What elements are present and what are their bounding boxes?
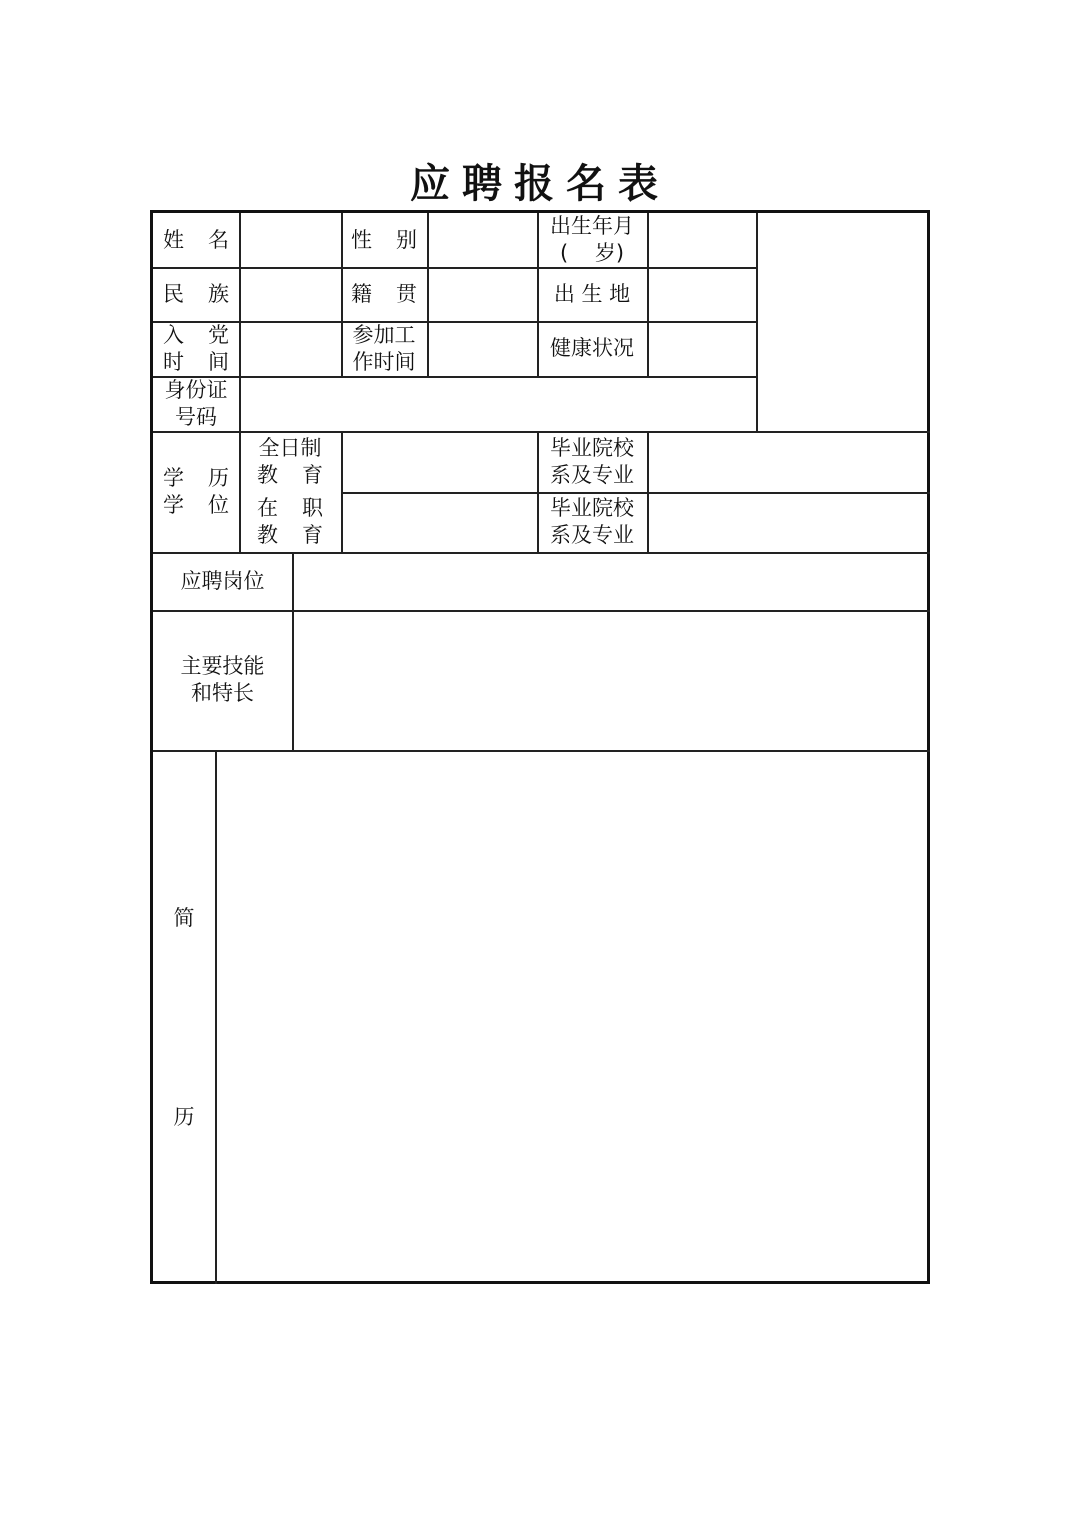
health-label: 健康状况	[550, 336, 634, 360]
application-form	[150, 210, 930, 1284]
position-field[interactable]	[294, 552, 930, 610]
inservice-school-label: 毕业院校 系及专业	[550, 496, 634, 547]
work-date-label: 参加工 作时间	[352, 322, 416, 374]
ethnicity-label: 民 族	[163, 281, 229, 306]
inservice-school-field[interactable]	[649, 492, 930, 552]
resume-field[interactable]	[217, 752, 930, 1284]
birth-label: 出生年月 ( 岁)	[550, 214, 634, 265]
ethnicity-field[interactable]	[241, 267, 341, 321]
party-date-label: 入 党 时 间	[163, 322, 229, 374]
native-place-label: 籍 贯	[351, 281, 417, 306]
gender-field[interactable]	[429, 213, 537, 267]
work-date-field[interactable]	[429, 321, 537, 376]
education-label: 学 历 学 位	[163, 465, 229, 517]
fulltime-school-field[interactable]	[649, 431, 930, 492]
position-label: 应聘岗位	[180, 568, 265, 593]
fulltime-education-label: 全日制 教 育	[257, 435, 323, 487]
name-field[interactable]	[241, 213, 341, 267]
health-field[interactable]	[649, 321, 756, 376]
resume-label-1: 简	[173, 905, 195, 930]
id-number-field[interactable]	[241, 376, 756, 431]
fulltime-school-label: 毕业院校 系及专业	[550, 435, 634, 487]
skills-label: 主要技能 和特长	[180, 654, 265, 705]
fulltime-degree-field[interactable]	[343, 431, 537, 492]
gender-label: 性 别	[351, 227, 417, 252]
birthplace-label: 出 生 地	[553, 281, 631, 306]
inservice-degree-field[interactable]	[343, 492, 537, 552]
form-title: 应聘报名表	[410, 161, 670, 207]
photo-area[interactable]	[758, 213, 930, 431]
native-place-field[interactable]	[429, 267, 537, 321]
skills-field[interactable]	[294, 610, 930, 750]
birthplace-field[interactable]	[649, 267, 756, 321]
id-number-label: 身份证 号码	[164, 377, 228, 429]
party-date-field[interactable]	[241, 321, 341, 376]
name-label: 姓 名	[163, 227, 229, 252]
inservice-education-label: 在 职 教 育	[257, 496, 323, 547]
birth-field[interactable]	[649, 213, 756, 267]
resume-label-2: 历	[173, 1104, 195, 1129]
